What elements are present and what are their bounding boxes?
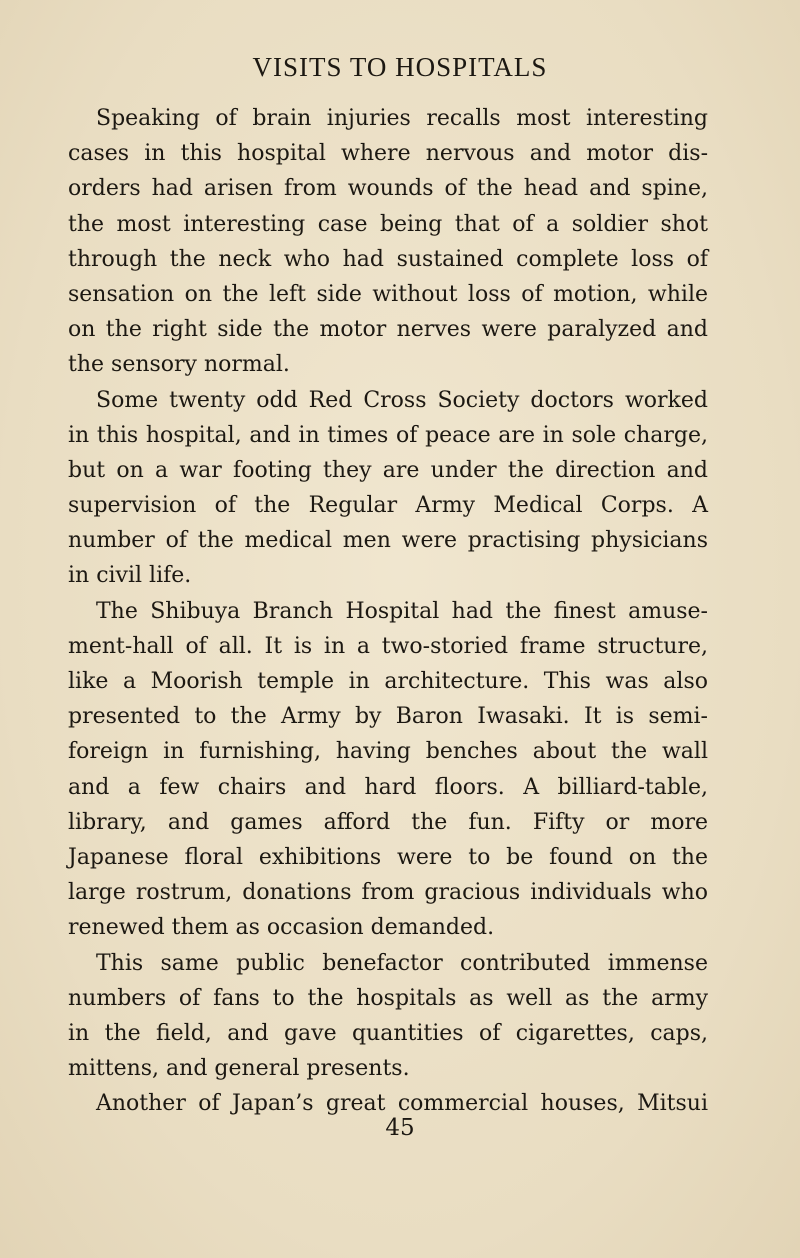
text-line: on the right side the motor nerves were paralyzed and — [68, 317, 708, 343]
text-line: through the neck who had sustained complete loss of — [68, 246, 708, 272]
text-line: Another of Japan’s great commercial houses, Mitsui — [96, 1091, 708, 1117]
text-line: number of the medical men were practising physicians — [68, 528, 708, 554]
page-number: 45 — [385, 1115, 415, 1141]
text-line: Speaking of brain injuries recalls most interesting — [96, 106, 708, 131]
text-line: in this hospital, and in times of peace are in sole charge, — [68, 422, 708, 448]
text-line: like a Moorish temple in architecture. This was also — [68, 669, 708, 694]
text-line: mittens, and general presents. — [68, 1056, 410, 1082]
body-text — [68, 101, 708, 1121]
text-line: large rostrum, donations from gracious individuals who — [68, 880, 708, 906]
text-line: in the field, and gave quantities of cigarettes, caps, — [68, 1020, 708, 1046]
text-line: The Shibuya Branch Hospital had the finest amuse- — [96, 598, 708, 624]
text-line: Japanese floral exhibitions were to be found on the — [68, 844, 708, 870]
text-line: ment-hall of all. It is in a two-storied frame structure, — [68, 633, 708, 659]
text-line: orders had arisen from wounds of the head and spine, — [68, 176, 708, 202]
text-line: Some twenty odd Red Cross Society doctors worked — [96, 387, 708, 413]
text-line: This same public benefactor contributed immense — [96, 950, 708, 976]
text-line: cases in this hospital where nervous and motor dis- — [68, 141, 708, 167]
text-line: numbers of fans to the hospitals as well as the army — [68, 985, 708, 1011]
text-line: the most interesting case being that of a soldier shot — [68, 211, 708, 237]
text-line: and a few chairs and hard floors. A billiard-table, — [68, 774, 708, 800]
text-line: in civil life. — [68, 563, 192, 589]
text-line: sensation on the left side without loss of motion, while — [68, 281, 708, 307]
text-line: the sensory normal. — [68, 352, 290, 378]
running-title: VISITS TO HOSPITALS — [252, 52, 548, 82]
text-line: renewed them as occasion demanded. — [68, 915, 495, 941]
text-line: presented to the Army by Baron Iwasaki. It is semi- — [68, 704, 708, 730]
text-line: supervision of the Regular Army Medical Corps. A — [68, 493, 708, 519]
text-line: but on a war footing they are under the direction and — [68, 457, 708, 483]
text-line: foreign in furnishing, having benches about the wall — [68, 739, 708, 765]
text-line: library, and games afford the fun. Fifty or more — [68, 809, 708, 835]
